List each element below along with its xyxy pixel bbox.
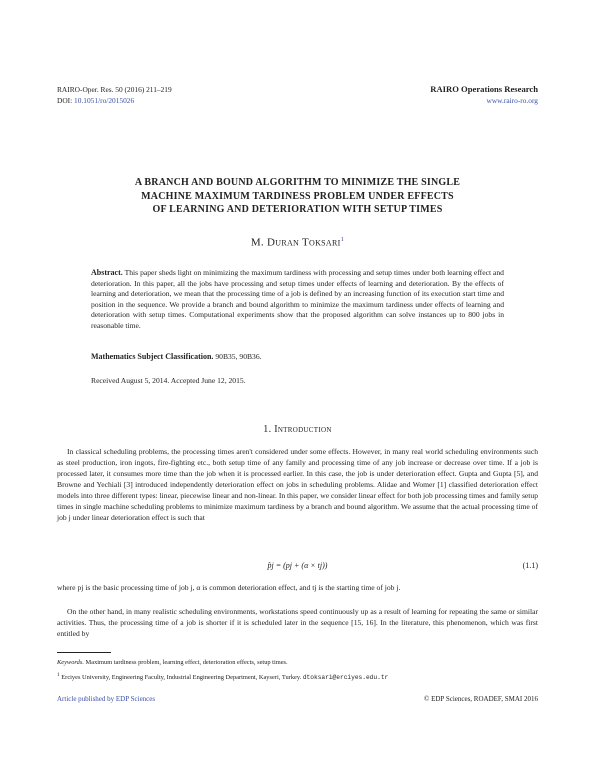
equation-number: (1.1)	[522, 561, 538, 570]
author-footnote-mark[interactable]: 1	[340, 236, 345, 243]
footnotes	[57, 657, 538, 684]
doi-link[interactable]: 10.1051/ro/2015026	[74, 96, 135, 105]
keywords-text: Maximum tardiness problem, learning effect, deterioration effects, setup times.	[85, 659, 288, 666]
journal-name: RAIRO Operations Research	[430, 84, 538, 94]
footnote-rule	[57, 652, 111, 653]
journal-url-link[interactable]: www.rairo-ro.org	[486, 96, 538, 105]
journal-reference-block	[57, 84, 172, 106]
keywords-label: Keywords.	[57, 659, 84, 666]
msc-label: Mathematics Subject Classification.	[91, 352, 214, 361]
paragraph-3: On the other hand, in many realistic scheduling environments, workstations speed continuously up as a result of learning for repeating the same or similar activities. Thus, the processing time of a job is shorter if it is scheduled later in the sequence [15, 16]. In the literature, this phenomenon, which was first entitled by	[57, 607, 538, 638]
author-line	[0, 236, 595, 249]
paragraph-2: where pj is the basic processing time of job j, α is common deterioration effect, and tj is the starting time of job j.	[57, 583, 401, 592]
doi-label: DOI:	[57, 96, 75, 105]
msc-value: 90B35, 90B36.	[215, 352, 262, 361]
abstract	[91, 268, 504, 331]
equation-expression: p̂j = (pj + (α × tj))	[267, 561, 328, 570]
author-name: M. Duran Toksarı	[250, 236, 341, 249]
received-date: Received August 5, 2014. Accepted June 12, 2015.	[91, 376, 246, 385]
affiliation-mark: 1	[57, 672, 60, 678]
title-line-2: MACHINE MAXIMUM TARDINESS PROBLEM UNDER EFFECTS	[141, 190, 454, 202]
keywords-footnote	[57, 657, 538, 669]
publisher-link[interactable]: Article published by EDP Sciences	[57, 695, 156, 703]
author-email-link[interactable]: dtoksari@erciyes.edu.tr	[302, 674, 389, 682]
affiliation-text: Erciyes University, Engineering Faculty, Industrial Engineering Department, Kayseri, Turkey.	[61, 674, 302, 682]
paragraph-1: In classical scheduling problems, the processing times aren't considered under some effects. However, in many real world scheduling environments such as steel production, iron ingots, fire-fighting etc., both setup time of any family and processing time of any job increase or decrease over time. If a job is processed later, it consumes more time than the job when it is processed earlier. In this case, the job is under deterioration effect. Gupta and Gupta [5], and Browne and Yechiali [3] introduced independently deterioration effect on jobs in scheduling problems. Alidae and Womer [1] classified deterioration effect models into three different types: linear, piecewise linear and non-linear. In this paper, we consider linear effect for both job processing times and family setup times in single machine scheduling problems to minimize maximum tardiness by a branch and bound algorithm. We assume that the actual processing time of job j under linear deterioration effect is such that	[57, 447, 538, 522]
msc-classification	[91, 352, 504, 361]
section-heading: 1. Introduction	[263, 424, 332, 435]
copyright-notice: © EDP Sciences, ROADEF, SMAI 2016	[424, 695, 538, 703]
paper-title	[60, 176, 535, 217]
affiliation-footnote	[57, 669, 538, 684]
title-line-3: OF LEARNING AND DETERIORATION WITH SETUP TIMES	[152, 204, 443, 215]
abstract-label: Abstract.	[91, 268, 123, 277]
journal-name-block	[430, 84, 538, 106]
title-line-1: A BRANCH AND BOUND ALGORITHM TO MINIMIZE THE SINGLE	[134, 177, 461, 188]
doi-line	[57, 95, 172, 106]
abstract-text: This paper sheds light on minimizing the maximum tardiness with processing and setup times under both learning effect and deterioration. In this paper, all the jobs have processing and setup times under effects of learning and deterioration. By the effects of learning and deterioration, we mean that the processing time of a job is defined by an increasing function of its execution start time and position in the sequence. We provide a branch and bound algorithm to minimize the maximum tardiness under effects of learning and deterioration with setup times. Computational experiments show that the proposed algorithm can solve instances up to 800 jobs in reasonable time.	[91, 268, 504, 330]
journal-reference: RAIRO-Oper. Res. 50 (2016) 211–219	[57, 85, 172, 94]
